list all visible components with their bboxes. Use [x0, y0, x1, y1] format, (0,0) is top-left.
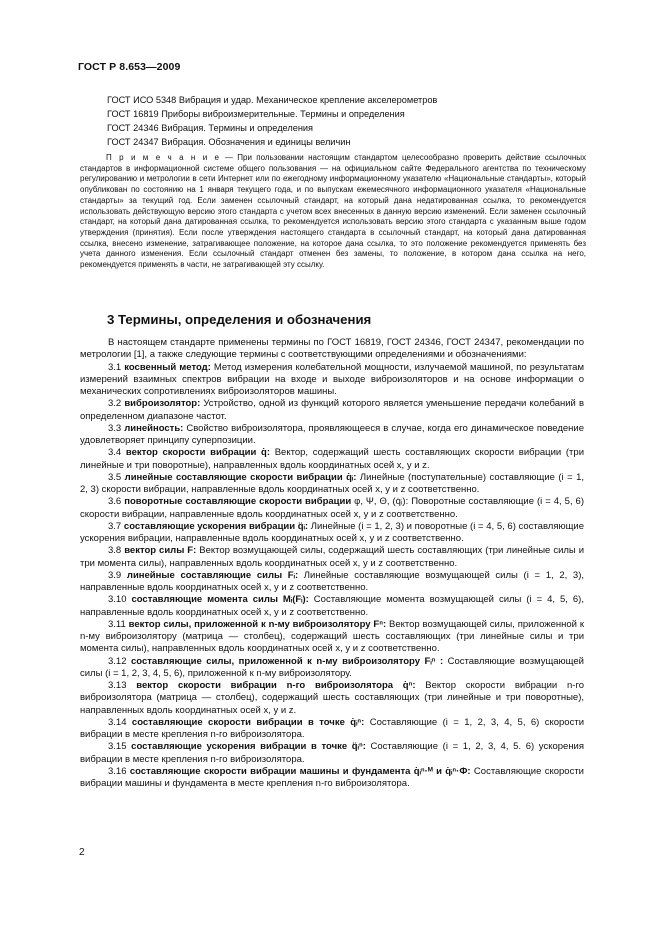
- term-entry: [80, 570, 584, 595]
- term-definition: Составляющие возмущающей силы (i = 1, 2, 3, 4, 5, 6), приложенной к n-му виброизолятору.: [80, 655, 584, 679]
- section-title: 3 Термины, определения и обозначения: [107, 312, 372, 327]
- term-entry: [80, 656, 584, 681]
- term-definition: Вектор возмущающей силы, содержащий шесть составляющих (три линейные силы и три момента силы), направленных вдоль координатных осей x, y и z соответственно.: [80, 545, 585, 569]
- term-definition: Составляющие (i = 1, 2, 3, 4, 5. 6) ускорения вибрации в месте крепления n-го виброизолятора.: [80, 741, 585, 765]
- term-definition: Линейные (поступательные) составляющие (i = 1, 2, 3) скорости вибрации, направленные вдоль координатных осей x, y и z соответственно.: [80, 471, 584, 495]
- term-entry: [80, 423, 584, 448]
- term-number: 3.14: [108, 716, 127, 728]
- term-definition: φ, Ψ, Θ, (q̇ᵢ): Поворотные составляющие (i = 4, 5, 6) скорости вибрации, направленные вдоль координатных осей x, y и z соответственно.: [80, 496, 584, 520]
- term-number: 3.9: [108, 569, 122, 581]
- term-name: составляющие момента силы Mᵢ(Fᵢ):: [131, 594, 309, 606]
- term-number: 3.7: [108, 520, 122, 532]
- document-code: ГОСТ Р 8.653—2009: [78, 61, 181, 73]
- term-definition: Линейные (i = 1, 2, 3) и поворотные (i = 4, 5, 6) составляющие ускорения вибрации, направленные вдоль координатных осей x, y и z соответственно.: [80, 520, 584, 544]
- term-number: 3.15: [108, 741, 127, 753]
- reference-item: ГОСТ 24347 Вибрация. Обозначения и единицы величин: [107, 137, 351, 147]
- term-number: 3.2: [108, 398, 122, 410]
- term-definition: Свойство виброизолятора, проявляющееся в случае, когда его динамическое поведение удовлетворяет принципу суперпозиции.: [80, 422, 584, 446]
- note-text: — При пользовании настоящим стандартом целесообразно проверить действие ссылочных стандартов в информационной системе общего пользования — на официальном сайте Федерального агентства по техническому регулированию и метрологии в сети Интернет или по ежегодному информационному указателю «Национальные стандарты», который опубликован по состоянию на 1 января текущего года, и по выпускам ежемесячного информационного указателя «Национальные стандарты» за текущий год. Если заменен ссылочный стандарт, на который дана недатированная ссылка, то рекомендуется использовать действующую версию этого стандарта с учетом всех внесенных в данную версию изменений. Если заменен ссылочный стандарт, на который дана датированная ссылка, то рекомендуется использовать версию этого стандарта с указанным выше годом утверждения (принятия). Если после утверждения настоящего стандарта в ссылочный стандарт, на который дана датированная ссылка, внесено изменение, затрагивающее положение, на которое дана ссылка, то это положение рекомендуется применять без учета данного изменения. Если ссылочный стандарт отменен без замены, то положение, в котором дана ссылка на него, рекомендуется применять в части, не затрагивающей эту ссылку.: [80, 153, 586, 270]
- term-entry: [80, 741, 584, 766]
- term-entry: [80, 521, 584, 546]
- term-definition: Вектор скорости вибрации n-го виброизолятора (матрица — столбец), содержащий шесть составляющих (три линейные и три поворотные), направленных вдоль координатных осей x, y и z.: [80, 680, 584, 716]
- term-name: линейные составляющие силы Fᵢ:: [126, 569, 299, 581]
- reference-item: ГОСТ ИСО 5348 Вибрация и удар. Механическое крепление акселерометров: [107, 95, 438, 105]
- term-name: составляющие скорости вибрации машины и фундамента q̇ᵢⁿ·ᴹ и q̇ᵢⁿ·Ф:: [129, 765, 471, 777]
- term-entry: [80, 362, 584, 399]
- term-name: вектор силы F:: [124, 545, 197, 557]
- term-number: 3.16: [108, 765, 127, 777]
- term-number: 3.11: [108, 618, 126, 630]
- term-entry: [80, 398, 584, 423]
- term-definition: Метод измерения колебательной мощности, излучаемой машиной, по результатам измерений взаимных спектров вибрации на входе и выходе виброизоляторов и на основе информации о механических сопротивлениях виброизоляторов машины.: [80, 361, 584, 397]
- term-name: составляющие силы, приложенной к n-му виброизолятору Fᵢⁿ :: [131, 655, 444, 667]
- term-name: вектор силы, приложенной к n-му виброизолятору Fⁿ:: [128, 618, 387, 630]
- term-definition: Составляющие момента возмущающей силы (i = 4, 5, 6), направленные вдоль координатных осей x, y и z соответственно.: [80, 594, 584, 618]
- term-definition: Вектор, содержащий шесть составляющих скорости вибрации (три линейные и три поворотные), направленных вдоль координатных осей x, y и z.: [80, 447, 584, 471]
- term-number: 3.5: [108, 471, 122, 483]
- term-entry: [80, 594, 584, 619]
- term-number: 3.3: [108, 422, 122, 434]
- term-definition: Составляющие (i = 1, 2, 3, 4, 5, 6) скорости вибрации в месте крепления n-го виброизолятора.: [80, 716, 584, 740]
- term-entry: [80, 717, 584, 742]
- term-definition: Устройство, одной из функций которого является уменьшение передачи колебаний в определенном диапазоне частот.: [80, 398, 585, 422]
- term-definition: Линейные составляющие возмущающей силы (i = 1, 2, 3), направленные вдоль координатных осей x, y и z соответственно.: [80, 569, 585, 593]
- term-name: косвенный метод:: [124, 361, 211, 373]
- term-number: 3.1: [108, 361, 122, 373]
- term-number: 3.10: [108, 594, 127, 606]
- reference-item: ГОСТ 24346 Вибрация. Термины и определения: [107, 123, 314, 133]
- term-number: 3.13: [108, 680, 127, 691]
- term-name: поворотные составляющие скорости вибрации: [124, 496, 352, 508]
- term-number: 3.8: [108, 545, 122, 557]
- term-name: линейность:: [124, 422, 184, 434]
- note-label: П р и м е ч а н и е: [106, 153, 221, 162]
- term-number: 3.12: [108, 655, 127, 667]
- section-intro: В настоящем стандарте применены термины по ГОСТ 16819, ГОСТ 24346, ГОСТ 24347, рекомендации по метрологии [1], а также следующие термины с соответствующими определениями и обозначениями:: [80, 337, 584, 361]
- section-body: [80, 337, 584, 790]
- term-number: 3.4: [108, 447, 122, 459]
- note-block: [80, 153, 586, 271]
- term-name: составляющие ускорения вибрации в точке q̈ᵢⁿ:: [131, 741, 366, 753]
- term-entry: [80, 472, 584, 497]
- term-number: 3.6: [108, 496, 122, 508]
- term-entry: [80, 447, 584, 472]
- term-entry: [80, 766, 584, 791]
- term-name: составляющие скорости вибрации в точке q̇ᵢⁿ:: [131, 716, 365, 728]
- term-entry: [80, 496, 584, 521]
- term-entry: [80, 680, 584, 717]
- term-name: виброизолятор:: [124, 398, 201, 410]
- term-name: вектор скорости вибрации q̇:: [125, 447, 270, 459]
- term-entry: [80, 545, 584, 570]
- reference-item: ГОСТ 16819 Приборы виброизмерительные. Термины и определения: [107, 109, 405, 119]
- term-name: составляющие ускорения вибрации q̈ᵢ:: [123, 520, 309, 532]
- reference-list: [107, 93, 607, 149]
- term-entry: [80, 619, 584, 656]
- term-name: линейные составляющие скорости вибрации q̇ᵢ:: [124, 471, 357, 483]
- term-name: вектор скорости вибрации n-го виброизолятора q̇ⁿ:: [136, 680, 416, 691]
- term-definition: Составляющие скорости вибрации машины и фундамента в месте крепления n-го виброизолятора.: [80, 765, 584, 789]
- term-definition: Вектор возмущающей силы, приложенной к n-му виброизолятору (матрица — столбец), содержащий шесть составляющих (три линейные силы и три момента силы), направленных вдоль координатных осей x, y и z соответственно.: [80, 618, 584, 655]
- page-number: 2: [79, 847, 85, 858]
